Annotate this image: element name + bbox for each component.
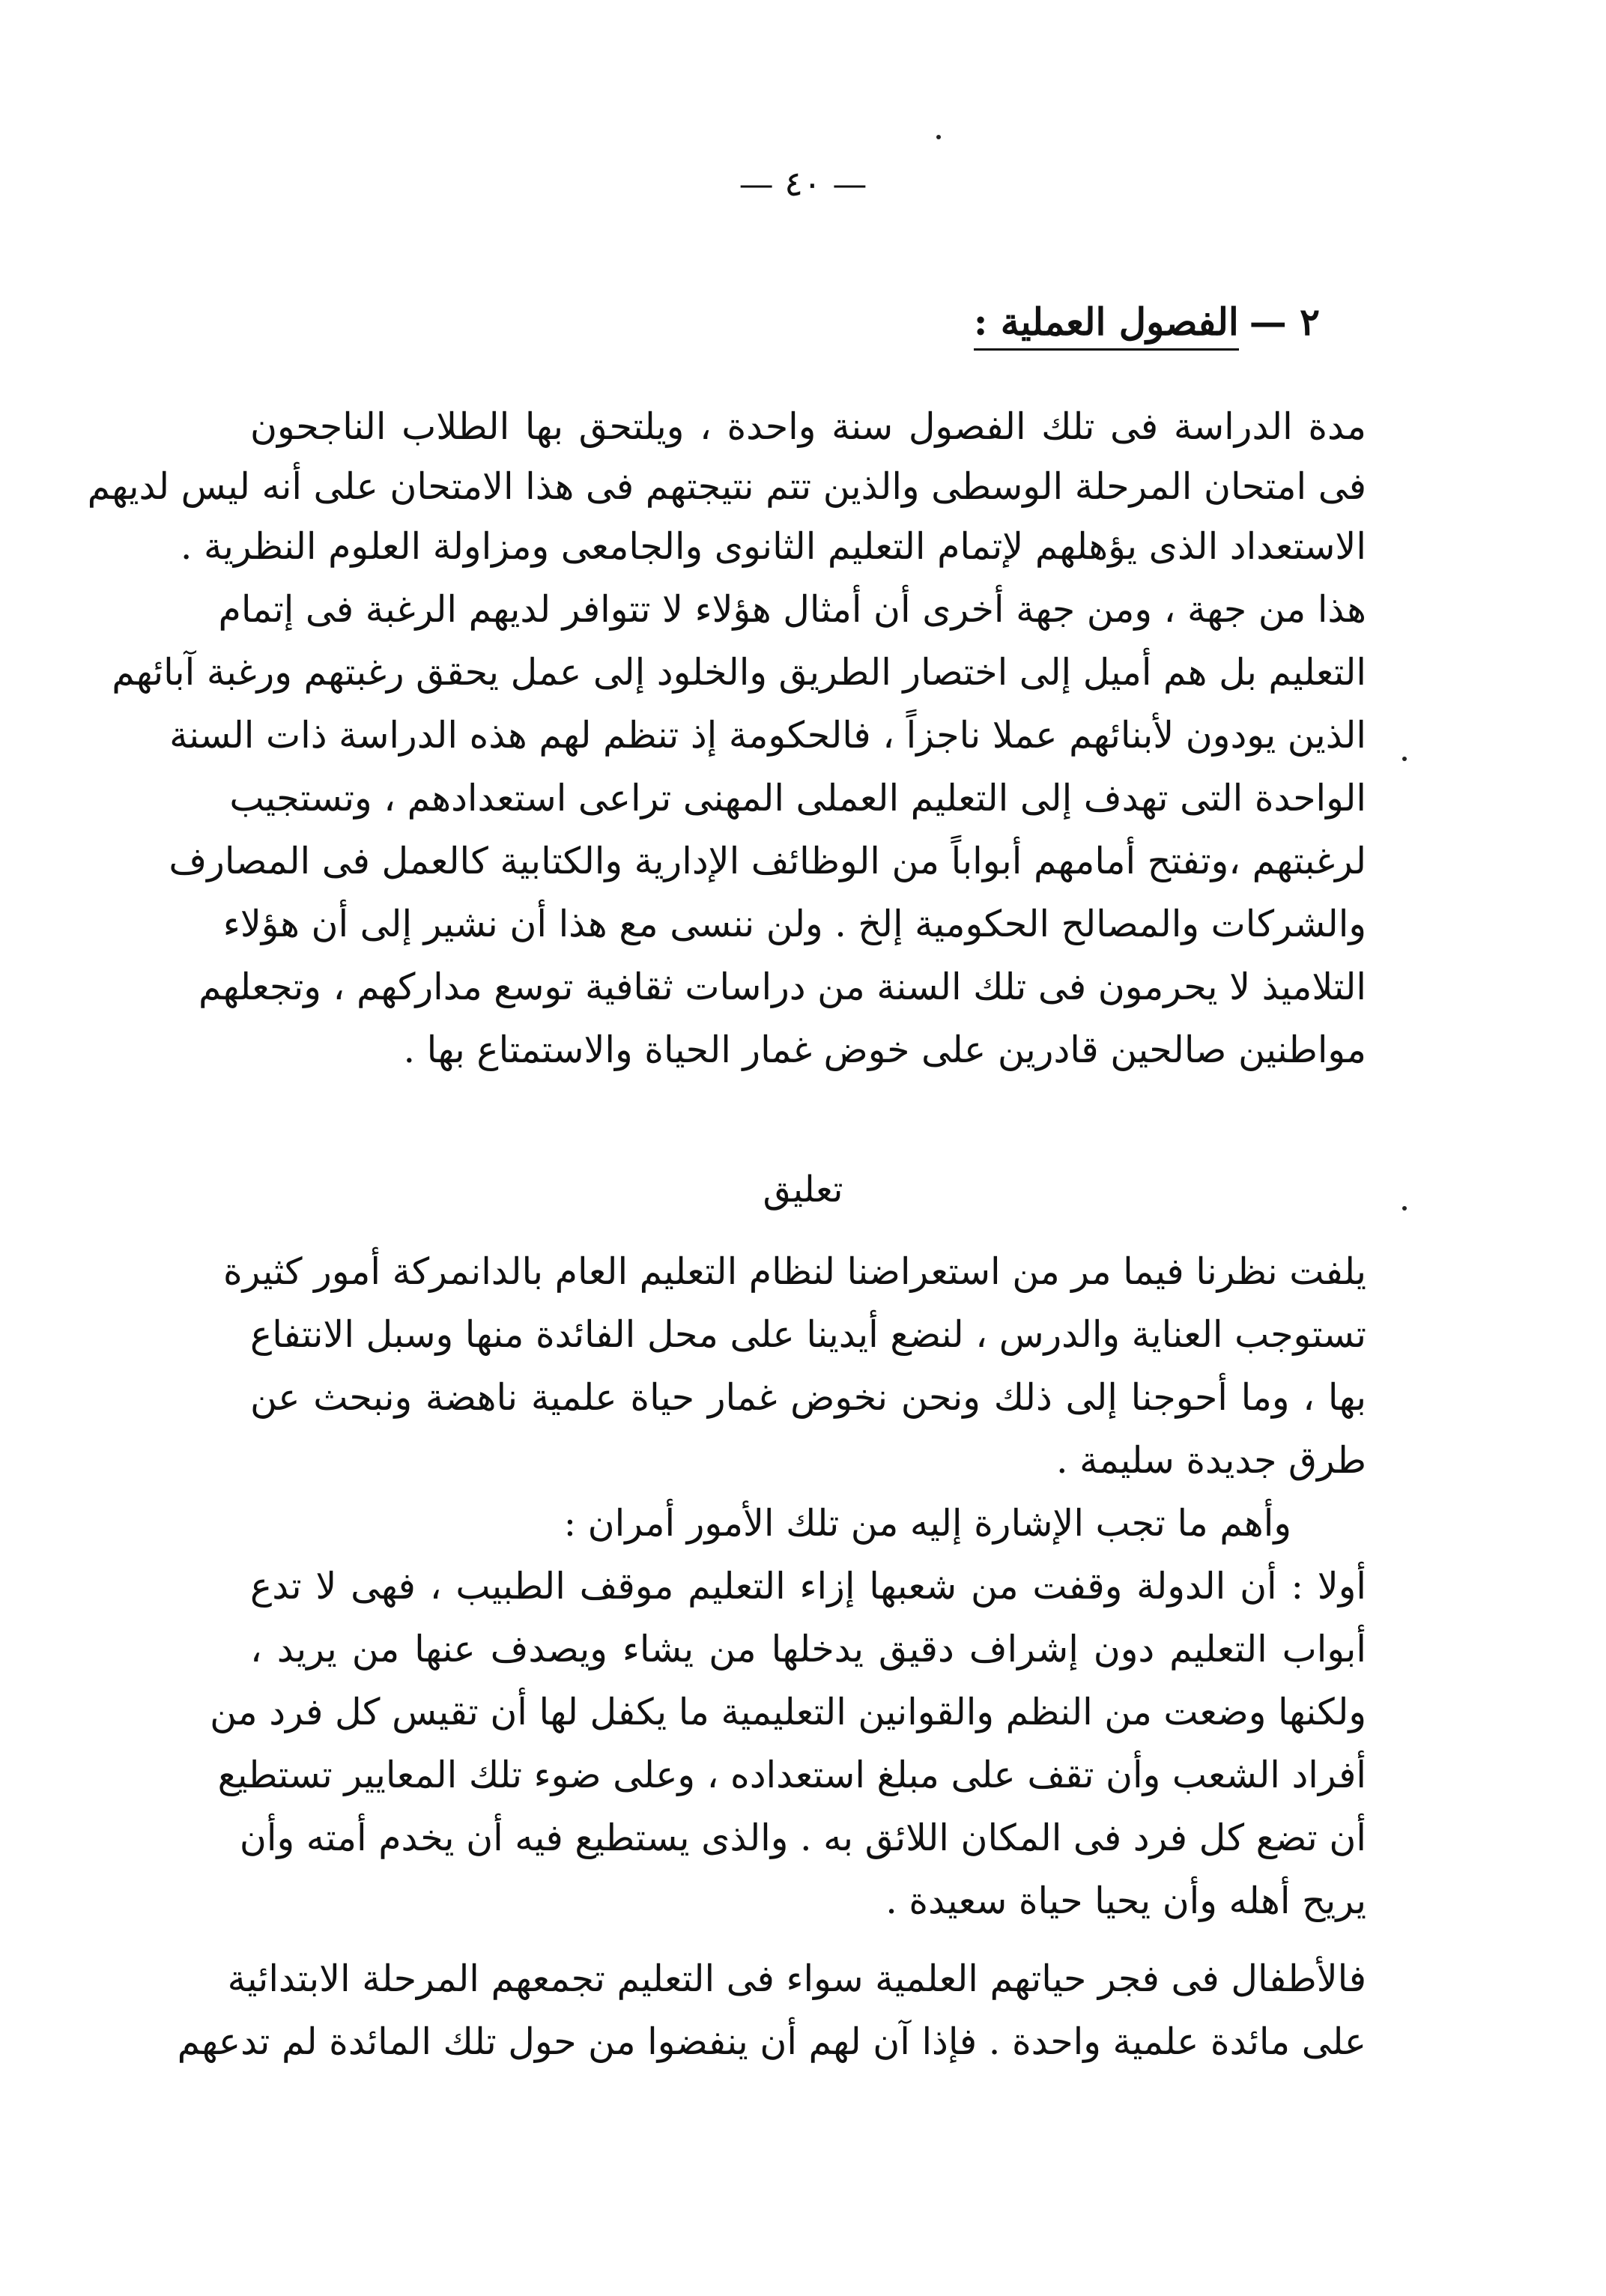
paragraph-line: أبواب التعليم دون إشراف دقيق يدخلها من يشاء ويصدف عنها من يريد ، — [250, 1628, 1366, 1670]
paragraph-line: والشركات والمصالح الحكومية إلخ . ولن ننسى مع هذا أن نشير إلى أن هؤلاء — [222, 903, 1366, 945]
paragraph-line: التعليم بل هم أميل إلى اختصار الطريق والخلود إلى عمل يحقق رغبتهم ورغبة آبائهم — [112, 651, 1366, 694]
section-number: ٢ — — [1249, 300, 1320, 344]
paragraph-line: مواطنين صالحين قادرين على خوض غمار الحياة والاستمتاع بها . — [403, 1029, 1366, 1071]
paragraph-line: أولا : أن الدولة وقفت من شعبها إزاء التعليم موقف الطبيب ، فهى لا تدع — [250, 1565, 1366, 1608]
paragraph-line: يريح أهله وأن يحيا حياة سعيدة . — [885, 1879, 1366, 1922]
section-heading — [974, 300, 1320, 344]
paragraph-line: الاستعداد الذى يؤهلهم لإتمام التعليم الثانوى والجامعى ومزاولة العلوم النظرية . — [180, 525, 1366, 568]
page-number: — ٤٠ — — [739, 163, 867, 204]
scan-speck — [936, 135, 941, 139]
comment-heading: تعليق — [763, 1169, 843, 1211]
paragraph-line: على مائدة علمية واحدة . فإذا آن لهم أن ينفضوا من حول تلك المائدة لم تدعهم — [177, 2020, 1366, 2063]
paragraph-line: وأهم ما تجب الإشارة إليه من تلك الأمور أمران : — [563, 1502, 1291, 1545]
paragraph-line: فالأطفال فى فجر حياتهم العلمية سواء فى التعليم تجمعهم المرحلة الابتدائية — [227, 1957, 1366, 2000]
scan-speck — [1402, 757, 1407, 761]
paragraph-line: هذا من جهة ، ومن جهة أخرى أن أمثال هؤلاء لا تتوافر لديهم الرغبة فى إتمام — [218, 588, 1366, 631]
paragraph-line: طرق جديدة سليمة . — [1055, 1439, 1366, 1482]
paragraph-line: بها ، وما أحوجنا إلى ذلك ونحن نخوض غمار حياة علمية ناهضة ونبحث عن — [250, 1376, 1366, 1419]
paragraph-line: الواحدة التى تهدف إلى التعليم العملى المهنى تراعى استعدادهم ، وتستجيب — [229, 777, 1366, 820]
paragraph-line: تستوجب العناية والدرس ، لنضع أيدينا على محل الفائدة منها وسبل الانتفاع — [250, 1313, 1366, 1356]
paragraph-line: أن تضع كل فرد فى المكان اللائق به . والذى يستطيع فيه أن يخدم أمته وأن — [239, 1817, 1366, 1859]
scan-speck — [1402, 1206, 1407, 1211]
paragraph-line: أفراد الشعب وأن تقف على مبلغ استعداده ، وعلى ضوء تلك المعايير تستطيع — [217, 1754, 1366, 1796]
paragraph-line: الذين يودون لأبنائهم عملا ناجزاً ، فالحكومة إذ تنظم لهم هذه الدراسة ذات السنة — [169, 714, 1366, 757]
paragraph-line: لرغبتهم ،وتفتح أمامهم أبواباً من الوظائف الإدارية والكتابية كالعمل فى المصارف — [169, 840, 1366, 882]
paragraph-line: يلفت نظرنا فيما مر من استعراضنا لنظام التعليم العام بالدانمركة أمور كثيرة — [223, 1250, 1366, 1293]
paragraph-line: مدة الدراسة فى تلك الفصول سنة واحدة ، ويلتحق بها الطلاب الناجحون — [250, 405, 1366, 448]
paragraph-line: التلاميذ لا يحرمون فى تلك السنة من دراسات ثقافية توسع مداركهم ، وتجعلهم — [198, 966, 1366, 1008]
paragraph-line: ولكنها وضعت من النظم والقوانين التعليمية ما يكفل لها أن تقيس كل فرد من — [210, 1691, 1366, 1733]
section-title: الفصول العملية : — [974, 300, 1239, 351]
paragraph-line: فى امتحان المرحلة الوسطى والذين تتم نتيجتهم فى هذا الامتحان على أنه ليس لديهم — [87, 465, 1366, 508]
